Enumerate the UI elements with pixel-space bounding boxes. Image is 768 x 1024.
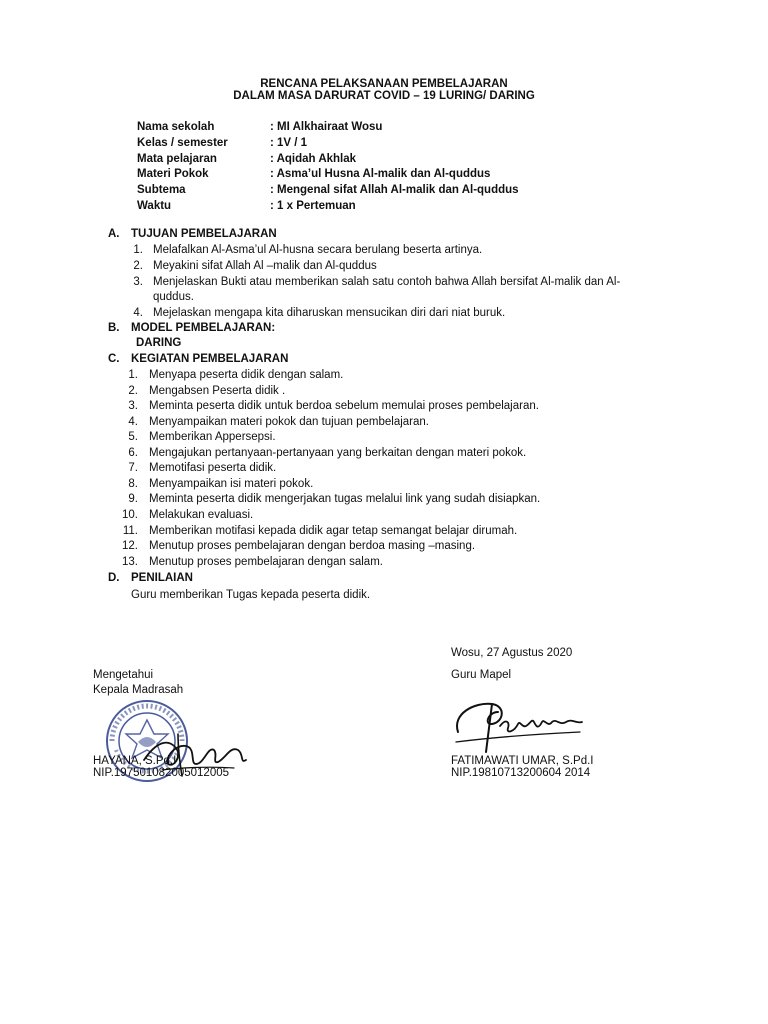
section-letter: A.: [108, 228, 120, 240]
section-title: PENILAIAN: [131, 572, 193, 584]
info-value: : Aqidah Akhlak: [270, 152, 357, 165]
info-value: : 1 x Pertemuan: [270, 199, 356, 212]
item-text: Memotifasi peserta didik.: [149, 462, 277, 474]
item-text: Meminta peserta didik untuk berdoa sebelum memulai proses pembelajaran.: [149, 400, 539, 412]
item-text: Memberikan motifasi kepada didik agar tetap semangat belajar dirumah.: [149, 525, 518, 537]
section-letter: D.: [108, 572, 120, 584]
item-number: 2.: [133, 260, 143, 272]
item-number: 1.: [128, 369, 138, 381]
item-number: 1.: [133, 244, 143, 256]
item-text: Melafalkan Al-Asma’ul Al-husna secara berulang beserta artinya.: [153, 244, 483, 256]
item-text: Mejelaskan mengapa kita diharuskan mensucikan diri dari niat buruk.: [153, 307, 506, 319]
item-number: 3.: [128, 400, 138, 412]
item-number: 8.: [128, 478, 138, 490]
info-value: : 1V / 1: [270, 136, 308, 149]
item-number: 9.: [128, 493, 138, 505]
right-sign-name: FATIMAWATI UMAR, S.Pd.I: [451, 755, 594, 767]
item-text: Menyapa peserta didik dengan salam.: [149, 369, 344, 381]
info-label: Nama sekolah: [137, 121, 215, 133]
section-d-heading: [108, 572, 193, 584]
item-text: Melakukan evaluasi.: [149, 509, 254, 521]
item-text: Mengajukan pertanyaan-pertanyaan yang berkaitan dengan materi pokok.: [149, 447, 527, 459]
info-label: Subtema: [137, 184, 186, 197]
item-text: Menutup proses pembelajaran dengan salam.: [149, 556, 383, 568]
info-value: : MI Alkhairaat Wosu: [270, 121, 383, 133]
item-number: 2.: [128, 385, 138, 397]
section-title: KEGIATAN PEMBELAJARAN: [131, 353, 289, 365]
left-sign-nip: NIP.197501082005012005: [93, 767, 230, 779]
item-text: Menutup proses pembelajaran dengan berdoa masing –masing.: [149, 540, 476, 552]
info-value: : Asma’ul Husna Al-malik dan Al-quddus: [270, 168, 491, 181]
section-title: MODEL PEMBELAJARAN:: [131, 322, 276, 334]
item-number: 7.: [128, 462, 138, 474]
doc-title-line1: RENCANA PELAKSANAAN PEMBELAJARAN: [260, 78, 508, 90]
item-text: Meminta peserta didik mengerjakan tugas melalui link yang sudah disiapkan.: [149, 493, 541, 505]
right-sign-nip: NIP.19810713200604 2014: [451, 767, 591, 779]
item-text: Menjelaskan Bukti atau memberikan salah satu contoh bahwa Allah bersifat Al-malik dan Al-: [153, 276, 621, 288]
item-text: Menyampaikan isi materi pokok.: [149, 478, 314, 490]
section-c-heading: [108, 353, 288, 365]
left-sign-line2: Kepala Madrasah: [93, 684, 184, 696]
item-number: 11.: [122, 525, 138, 537]
info-label: Kelas / semester: [137, 136, 228, 149]
section-letter: B.: [108, 322, 120, 334]
left-sign-name: HAYANA, S.Pd.I: [93, 755, 177, 767]
section-title: TUJUAN PEMBELAJARAN: [131, 228, 277, 240]
item-number: 13.: [122, 556, 138, 568]
section-b-heading: [108, 322, 275, 334]
item-number: 4.: [133, 307, 143, 319]
item-number: 3.: [133, 276, 143, 288]
item-text: Meyakini sifat Allah Al –malik dan Al-quddus: [153, 260, 377, 272]
left-sign-line1: Mengetahui: [93, 669, 154, 681]
item-number: 4.: [128, 416, 138, 428]
info-label: Waktu: [137, 199, 172, 212]
place-date: Wosu, 27 Agustus 2020: [451, 647, 573, 659]
item-number: 6.: [128, 447, 138, 459]
item-number: 10.: [122, 509, 138, 521]
item-text-continuation: quddus.: [153, 291, 194, 303]
item-text: Mengabsen Peserta didik .: [149, 385, 286, 397]
section-d-body: Guru memberikan Tugas kepada peserta didik.: [131, 589, 371, 601]
item-text: Memberikan Appersepsi.: [149, 431, 276, 443]
section-letter: C.: [108, 353, 120, 365]
section-b-body: DARING: [136, 337, 182, 349]
item-text: Menyampaikan materi pokok dan tujuan pembelajaran.: [149, 416, 429, 428]
info-value: : Mengenal sifat Allah Al-malik dan Al-quddus: [270, 184, 519, 197]
section-a-heading: [108, 228, 277, 240]
right-signature: [448, 692, 588, 756]
right-sign-line1: Guru Mapel: [451, 669, 512, 681]
info-label: Materi Pokok: [137, 168, 209, 181]
info-label: Mata pelajaran: [137, 152, 217, 165]
doc-title-line2: DALAM MASA DARURAT COVID – 19 LURING/ DARING: [233, 90, 535, 102]
item-number: 5.: [128, 431, 138, 443]
item-number: 12.: [122, 540, 138, 552]
